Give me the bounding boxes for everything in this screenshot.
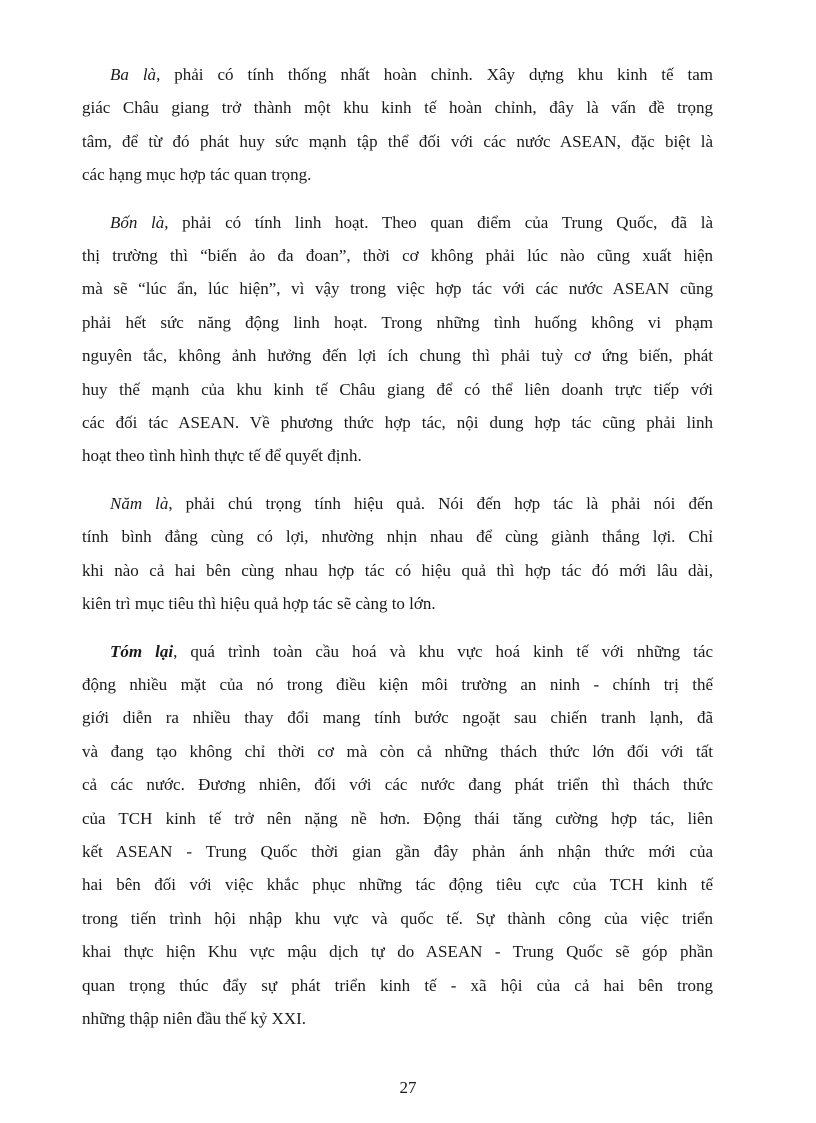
paragraph-line: tính bình đẳng cùng có lợi, nhường nhịn nhau để cùng giành thắng lợi. Chỉ (82, 527, 713, 547)
paragraph-line: cả các nước. Đương nhiên, đối với các nước đang phát triển thì thách thức (82, 775, 713, 795)
paragraph-lead: Tóm lại (110, 641, 174, 661)
page-number: 27 (399, 1078, 417, 1097)
paragraph-line-text: , phải có tính linh hoạt. Theo quan điểm của Trung Quốc, đã là (164, 212, 713, 232)
paragraph-line: mà sẽ “lúc ẩn, lúc hiện”, vì vậy trong việc hợp tác với các nước ASEAN cũng (82, 279, 713, 299)
paragraph-nam-la (82, 487, 713, 621)
paragraph-line: hai bên đối với việc khắc phục những tác động tiêu cực của TCH kinh tế (82, 875, 713, 895)
paragraph-line: thị trường thì “biến ảo đa đoan”, thời cơ không phải lúc nào cũng xuất hiện (82, 246, 713, 266)
paragraph-line: kiên trì mục tiêu thì hiệu quả hợp tác sẽ càng to lớn. (82, 594, 436, 614)
paragraph-line: giác Châu giang trở thành một khu kinh tế hoàn chỉnh, đây là vấn đề trọng (82, 98, 713, 118)
paragraph-line: hoạt theo tình hình thực tế để quyết định. (82, 446, 362, 466)
paragraph-tom-lai (82, 635, 713, 1036)
paragraph-lead: Năm là (110, 493, 169, 513)
paragraph-line: khai thực hiện Khu vực mậu dịch tự do ASEAN - Trung Quốc sẽ góp phần (82, 942, 713, 962)
paragraph-line: tâm, để từ đó phát huy sức mạnh tập thể đối với các nước ASEAN, đặc biệt là (82, 131, 713, 151)
document-body (82, 58, 713, 1049)
paragraph-line: giới diễn ra nhiều thay đổi mang tính bước ngoặt sau chiến tranh lạnh, đã (82, 708, 713, 728)
paragraph-lead: Bốn là (110, 212, 165, 232)
paragraph-line: trong tiến trình hội nhập khu vực và quốc tế. Sự thành công của việc triển (82, 908, 713, 928)
paragraph-line: của TCH kinh tế trở nên nặng nề hơn. Động thái tăng cường hợp tác, liên (82, 808, 713, 828)
paragraph-line: phải hết sức năng động linh hoạt. Trong những tình huống không vi phạm (82, 312, 713, 332)
paragraph-line (110, 487, 713, 520)
paragraph-line-text: , quá trình toàn cầu hoá và khu vực hoá kinh tế với những tác (173, 641, 713, 661)
paragraph-line-text: , phải có tính thống nhất hoàn chỉnh. Xây dựng khu kinh tế tam (156, 65, 713, 84)
paragraph-line: những thập niên đầu thế kỷ XXI. (82, 1008, 307, 1028)
paragraph-line (110, 58, 713, 91)
paragraph-line: các đối tác ASEAN. Về phương thức hợp tác, nội dung hợp tác cũng phải linh (82, 413, 713, 433)
paragraph-bon-la (82, 206, 713, 473)
paragraph-line (110, 206, 713, 239)
paragraph-line-text: , phải chú trọng tính hiệu quả. Nói đến hợp tác là phải nói đến (168, 493, 713, 513)
paragraph-line: các hạng mục hợp tác quan trọng. (82, 165, 312, 185)
paragraph-ba-la (82, 58, 713, 192)
paragraph-line: kết ASEAN - Trung Quốc thời gian gần đây phản ánh nhận thức mới của (82, 841, 713, 861)
paragraph-line: huy thế mạnh của khu kinh tế Châu giang để có thể liên doanh trực tiếp với (82, 379, 713, 399)
paragraph-line (110, 635, 713, 668)
paragraph-line: khi nào cả hai bên cùng nhau hợp tác có hiệu quả thì hợp tác đó mới lâu dài, (82, 560, 713, 580)
paragraph-lead: Ba là (110, 65, 157, 84)
paragraph-line: động nhiều mặt của nó trong điều kiện môi trường an ninh - chính trị thế (82, 674, 713, 694)
paragraph-line: nguyên tắc, không ảnh hưởng đến lợi ích chung thì phải tuỳ cơ ứng biến, phát (82, 346, 713, 366)
paragraph-line: quan trọng thúc đẩy sự phát triển kinh tế - xã hội của cả hai bên trong (82, 975, 713, 995)
paragraph-line: và đang tạo không chỉ thời cơ mà còn cả những thách thức lớn đối với tất (82, 741, 713, 761)
